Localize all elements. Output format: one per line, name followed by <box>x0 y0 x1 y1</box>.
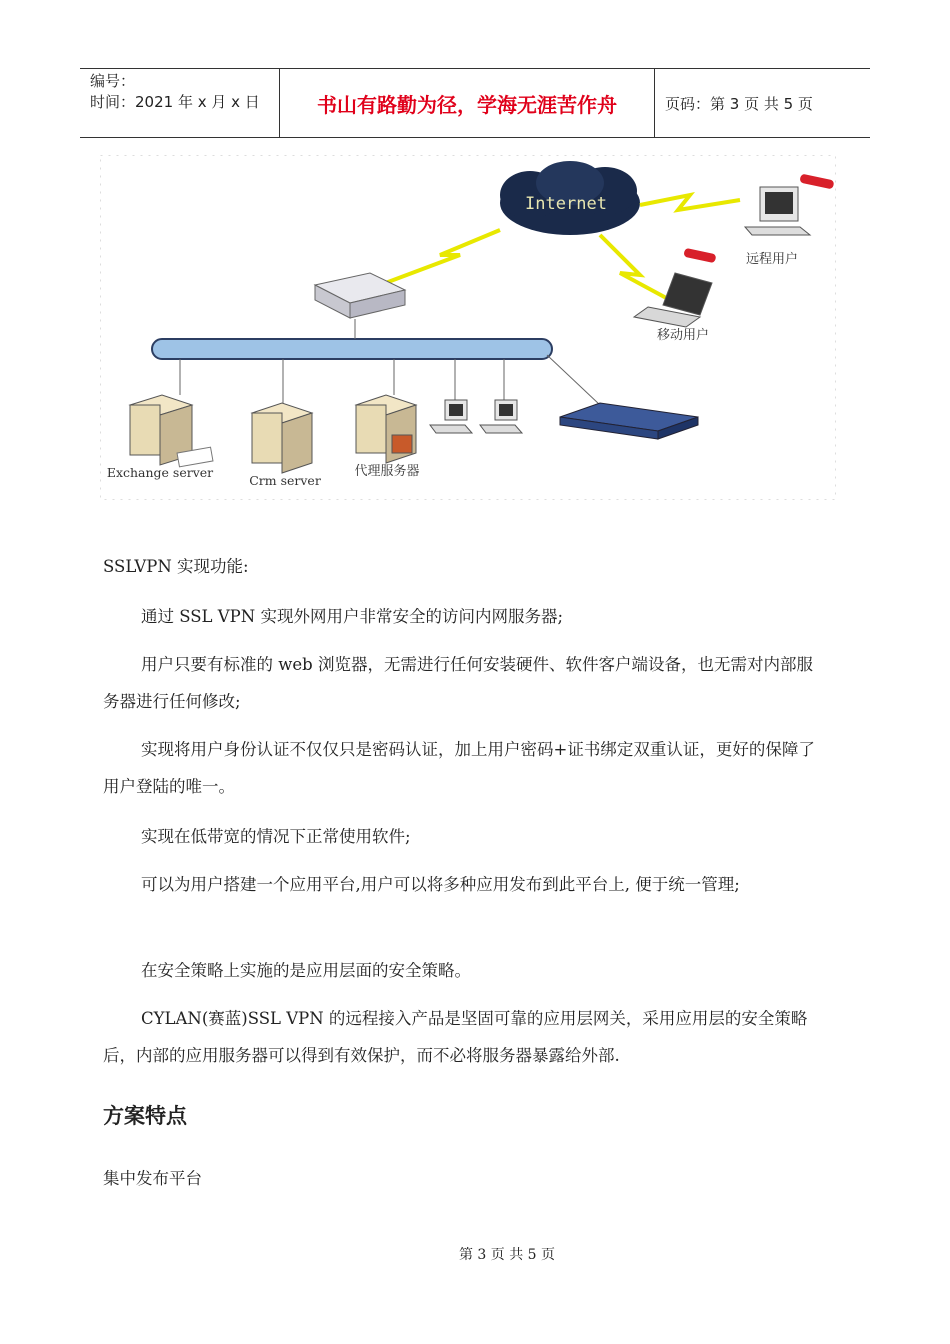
page-header <box>80 68 870 138</box>
subsection-heading: 集中发布平台 <box>103 1169 202 1188</box>
exchange-server-icon <box>130 395 213 467</box>
lightning-icon <box>640 195 740 210</box>
header-meta <box>80 69 280 137</box>
number-label: 编号： <box>90 72 136 90</box>
remote-user-computer-icon <box>745 174 834 235</box>
network-diagram-svg <box>100 155 836 500</box>
feature-paragraph: 在安全策略上实施的是应用层面的安全策略。 <box>141 961 471 980</box>
header-motto: 书山有路勤为径，学海无涯苦作舟 <box>280 69 655 137</box>
workstation-icon <box>430 400 472 433</box>
crm-server-icon <box>252 403 312 473</box>
rack-device-icon <box>560 403 698 439</box>
time-label: 时间：2021 年 x 月 x 日 <box>90 93 260 111</box>
remote-user-label: 远程用户 <box>745 252 799 267</box>
page-footer: 第 3 页 共 5 页 <box>458 1247 556 1263</box>
feature-paragraph: 通过 SSL VPN 实现外网用户非常安全的访问内网服务器; <box>141 607 564 626</box>
crm-server-label: Crm server <box>249 473 321 488</box>
proxy-server-label: 代理服务器 <box>354 464 420 479</box>
feature-paragraph: 实现在低带宽的情况下正常使用软件; <box>141 827 411 846</box>
network-diagram <box>100 155 836 500</box>
header-page-label: 页码：第 3 页 共 5 页 <box>665 94 813 113</box>
intro-text: SSLVPN 实现功能: <box>103 557 249 576</box>
feature-paragraph: 可以为用户搭建一个应用平台,用户可以将多种应用发布到此平台上, 便于统一管理; <box>141 875 740 894</box>
internet-cloud-icon <box>500 161 640 235</box>
workstation-icon <box>480 400 522 433</box>
exchange-server-label: Exchange server <box>106 465 214 480</box>
feature-paragraph: CYLAN(赛蓝)SSL VPN 的远程接入产品是坚固可靠的应用层网关，采用应用层的安全策略后，内部的应用服务器可以得到有效保护，而不必将服务器暴露给外部. <box>103 1009 808 1065</box>
section-heading: 方案特点 <box>103 1104 187 1128</box>
feature-paragraph: 用户只要有标准的 web 浏览器，无需进行任何安装硬件、软件客户端设备，也无需对内部服务器进行任何修改; <box>103 655 813 711</box>
lightning-icon <box>380 230 500 285</box>
feature-paragraph: 实现将用户身份认证不仅仅只是密码认证，加上用户密码+证书绑定双重认证，更好的保障了用户登陆的唯一。 <box>103 740 815 796</box>
mobile-user-label: 移动用户 <box>656 328 710 343</box>
internet-label: Internet <box>525 194 607 214</box>
lightning-icon <box>600 235 670 300</box>
proxy-server-icon <box>356 395 416 463</box>
lan-backbone <box>152 319 600 405</box>
